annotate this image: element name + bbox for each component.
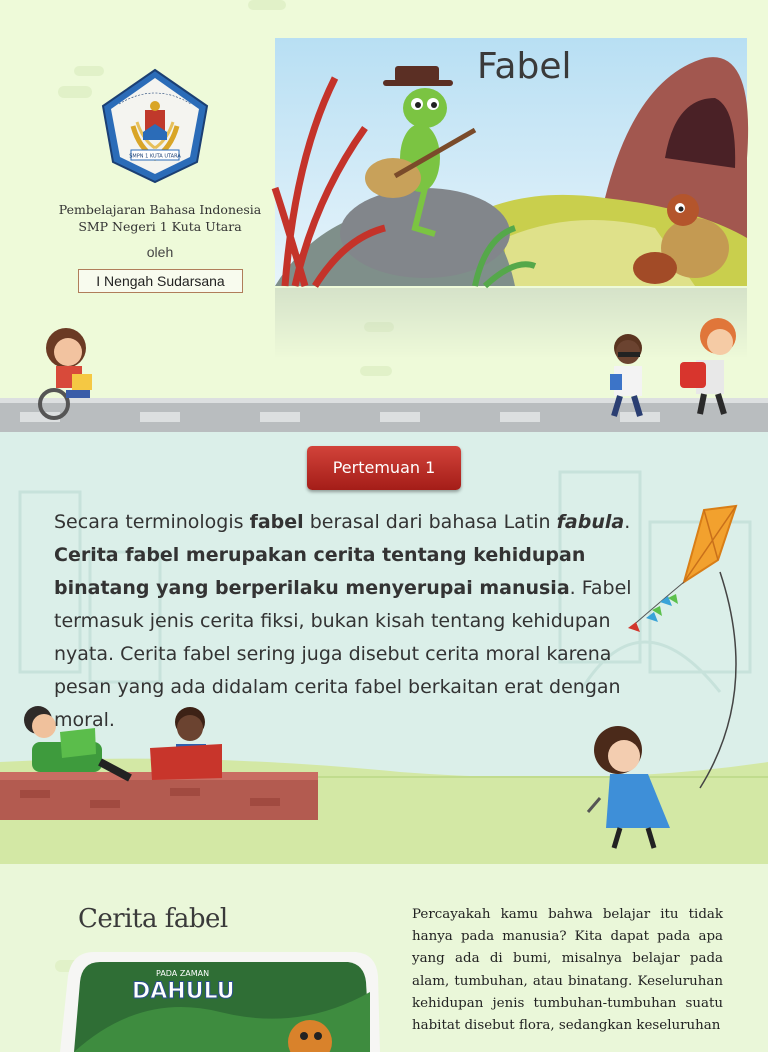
book-title-small: PADA ZAMAN (156, 969, 210, 978)
background-shape (360, 366, 392, 376)
paragraph-text: . (624, 511, 631, 533)
background-shape (58, 86, 92, 98)
paragraph-text: berasal dari bahasa Latin (303, 511, 557, 533)
definition-slide (0, 432, 768, 864)
paragraph-text: Secara terminologis (54, 511, 250, 533)
kids-walking-illustration (600, 310, 750, 420)
background-shape (248, 0, 286, 10)
author-name: I Nengah Sudarsana (78, 269, 243, 293)
logo-text: SMPN 1 KUTA UTARA (129, 153, 181, 160)
fable-definition-paragraph (54, 506, 634, 737)
slide-title: Fabel (477, 46, 572, 87)
story-slide (0, 864, 768, 1034)
by-label: oleh (146, 244, 174, 260)
term-fabula: fabula (556, 511, 625, 533)
section-title: Cerita fabel (78, 904, 228, 934)
meeting-button[interactable]: Pertemuan 1 (307, 446, 461, 490)
school-logo (95, 66, 215, 186)
definition-highlight: Cerita fabel merupakan cerita tentang kehidupan binatang yang berperilaku menyerupai manusia (54, 544, 586, 599)
story-intro-text: Percayakah kamu bahwa belajar itu tidak hanya pada manusia? Kita dapat pada apa yang ada di bumi, misalnya belajar pada alam, tumbuhan, atau binatang. Keseluruhan kehidupan jenis tumbuhan-tumbuhan suatu habitat disebut flora, sedangkan keseluruhan (412, 907, 723, 1034)
term-fabel: fabel (249, 511, 304, 533)
title-slide (0, 0, 768, 432)
book-title: DAHULU (132, 979, 235, 1004)
kid-wheelchair-illustration (26, 320, 116, 420)
school-subject: Pembelajaran Bahasa Indonesia (58, 202, 262, 217)
paragraph-text: . Fabel termasuk jenis cerita fiksi, bukan kisah tentang kehidupan nyata. Cerita fabel sering juga disebut cerita moral karena pesan yang ada didalam cerita fabel berkaitan erat dengan moral. (54, 577, 632, 731)
school-info (40, 201, 280, 235)
book-cover-image (60, 952, 380, 1052)
school-name: SMP Negeri 1 Kuta Utara (78, 219, 242, 234)
